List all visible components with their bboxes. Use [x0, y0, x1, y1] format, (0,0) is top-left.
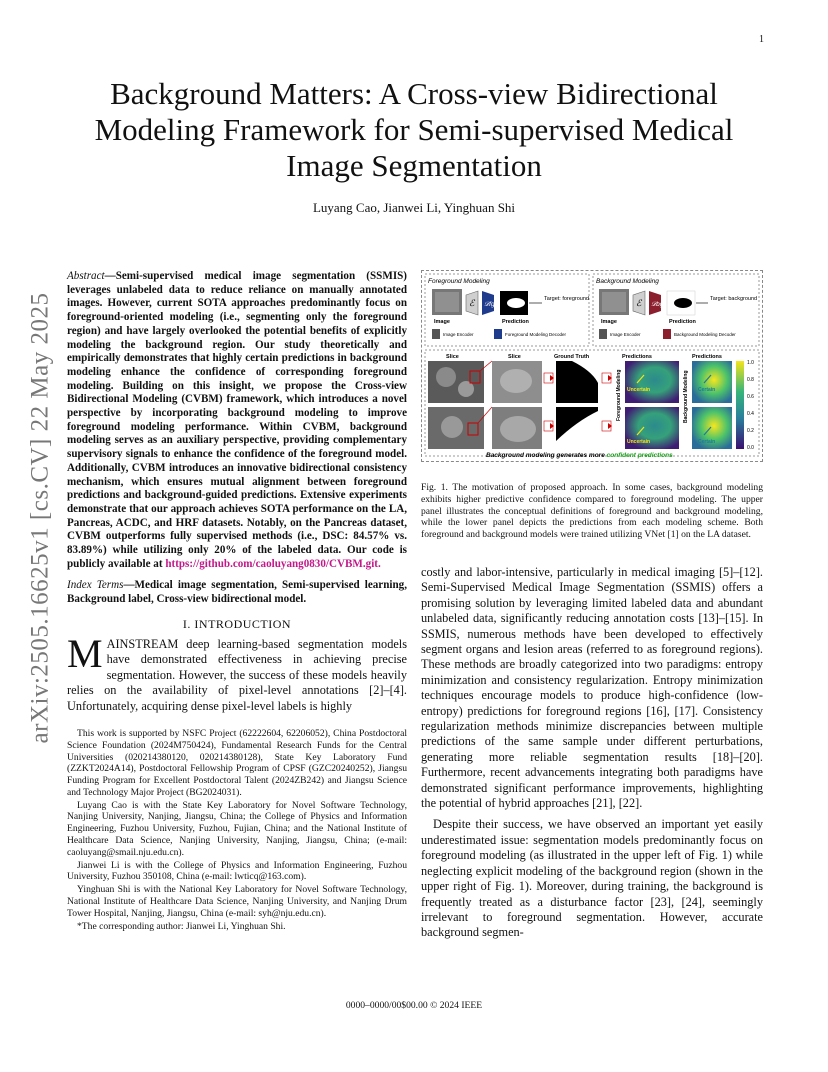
copyright: 0000–0000/00$00.00 © 2024 IEEE	[345, 1000, 483, 1011]
footnote: This work is supported by NSFC Project (62222604, 62206052), China Postdoctoral Science Foundation (2024M750424), Fundamental Research Funds for the Central Universities (020214380120, 020214380128), State Key Laboratory Fund (ZZKT2024A14), Postdoctoral Fellowship Program of CPSF (GZC20240252), Jiangsu Funding Program for Excellent Postdoctoral Talent (2024ZB242) and Jiangsu Science and Technology Major Project (BG2024031).	[67, 727, 407, 798]
right-column	[421, 270, 763, 941]
arxiv-stamp	[10, 278, 70, 758]
fg-legend-encoder: Image Encoder	[443, 332, 474, 337]
fg-encoder-symbol: ℰ	[469, 298, 475, 308]
fg-pred-heatmap-1	[625, 361, 679, 403]
bg-legend-encoder: Image Encoder	[610, 332, 641, 337]
bg-prediction-label: Prediction	[669, 319, 696, 325]
uncertain-label-2: Uncertain	[627, 439, 651, 445]
certain-label-2: Certain	[698, 439, 716, 445]
bg-pred-heatmap-1	[692, 361, 732, 403]
paragraph: Despite their success, we have observed an important yet easily underestimated issue: segmentation models predominantly focus on foreground modeling (as illustrated in the upper left of Fig. 1) while neglecting explicit modeling of the background region (shown in the upper right of Fig. 1). Moreover, during training, the background is frequently treated as a disturbance factor [23], [24], seemingly irrelevant to foreground segmentation. However, accurate background segmen-	[421, 817, 763, 940]
right-body	[421, 565, 763, 941]
footnote: Yinghuan Shi is with the National Key Laboratory for Novel Software Technology, National Institute of Healthcare Data Science, Nanjing University, and Nanjing Drum Tower Hospital, Nanjing, Jiangsu, China (e-mail: syh@nju.edu.cn).	[67, 884, 407, 919]
intro-text: AINSTREAM deep learning-based segmentation models have demonstrated effectiveness in achieving precise segmentation. However, the success of these models heavily relies on the availability of pixel-level annotations [2]–[4]. Unfortunately, acquiring dense pixel-level labels is highly	[67, 636, 407, 713]
abstract	[67, 270, 407, 571]
col-header-slice: Slice	[446, 354, 459, 360]
bg-image-label: Image	[601, 319, 617, 325]
index-terms-head: Index Terms	[67, 579, 124, 592]
col-header-fg-pred: Predictions	[622, 354, 652, 360]
figure-caption: Fig. 1. The motivation of proposed approach. In some cases, background modeling exhibits higher predictive confidence compared to foreground modeling. The upper panel illustrates the conceptual definitions of foreground and background modeling, while the lower panel depicts the predictions from each modeling scheme. Both foreground and background models were trained utilizing VNet [1] on the LA dataset.	[421, 482, 763, 541]
fg-decoder-symbol: 𝒟fg	[484, 301, 495, 308]
colorbar-tick: 0.0	[747, 445, 754, 451]
figure-bottom-highlight: confident predictions	[606, 452, 673, 459]
abstract-body: —Semi-supervised medical image segmentation (SSMIS) leverages unlabeled data to reduce reliance on manually annotated images. However, current SOTA approaches predominantly focus on foreground-oriented modeling (i.e., segmenting only the foreground region) and have largely overlooked the potential benefits of explicitly modeling the background region. Our study theoretically and empirically demonstrates that highly certain predictions in background modeling enhance the confidence of corresponding foreground modeling. Building on this insight, we propose the Cross-view Bidirectional Modeling (CVBM) framework, which introduces a novel perspective by incorporating background modeling to improve foreground modeling performance. Within CVBM, background modeling serves as an auxiliary perspective, providing complementary supervisory signals to enhance the confidence of the foreground model. Additionally, CVBM introduces an innovative bidirectional consistency mechanism, which ensures mutual alignment between foreground predictions and background-guided predictions. Extensive experiments demonstrate that our approach achieves SOTA performance on the LA, Pancreas, ACDC, and HRF datasets. Notably, on the Pancreas dataset, CVBM outperforms fully supervised methods (i.e., DSC: 84.57% vs. 83.89%) while utilizing only 20% of the labeled data. Our code is publicly available at	[67, 270, 407, 570]
fg-legend-decoder: Foreground Modeling Decoder	[505, 332, 567, 337]
certain-label-1: Certain	[698, 387, 716, 393]
abstract-head: Abstract	[67, 270, 105, 282]
authors: Luyang Cao, Jianwei Li, Yinghuan Shi	[312, 200, 516, 215]
bg-encoder-symbol: ℰ	[636, 298, 642, 308]
figure-bottom-prefix: Background modeling generates more	[486, 452, 607, 459]
bg-decoder-symbol: 𝒟bg	[651, 301, 664, 308]
uncertain-label-1: Uncertain	[627, 387, 651, 393]
page-number: 1	[759, 34, 764, 45]
figure-1-graphic	[422, 271, 762, 461]
index-terms-body: —Medical image segmentation, Semi-supervised learning, Background label, Cross-view bidirectional model.	[67, 579, 407, 606]
arxiv-stamp-text: arXiv:2505.16625v1 [cs.CV] 22 May 2025	[26, 292, 53, 744]
paper-title: Background Matters: A Cross-view Bidirectional Modeling Framework for Semi-supervised Medical Image Segmentation	[94, 76, 734, 183]
col-header-slice-2: Slice	[508, 354, 521, 360]
fg-image-label: Image	[434, 319, 450, 325]
bg-target-label: Target: background	[710, 296, 758, 302]
slice-image-1	[428, 361, 484, 403]
code-link[interactable]: https://github.com/caoluyang0830/CVBM.git.	[165, 557, 381, 570]
footnote: Jianwei Li is with the College of Physics and Information Engineering, Fuzhou University, Fuzhou 350108, China (e-mail: lwticq@163.com).	[67, 859, 407, 883]
bg-panel-title: Background Modeling	[596, 278, 659, 285]
section-heading: I. INTRODUCTION	[182, 616, 292, 631]
colorbar-tick: 0.2	[747, 428, 754, 434]
dropcap: M	[67, 630, 103, 676]
col-header-gt: Ground Truth	[554, 354, 590, 360]
row-label-bg: Background Modeling	[683, 370, 689, 423]
colorbar-tick: 1.0	[747, 360, 754, 366]
fg-target-label: Target: foreground	[544, 296, 589, 302]
index-terms	[67, 579, 407, 606]
footnotes	[67, 728, 407, 933]
colorbar-tick: 0.6	[747, 394, 754, 400]
colorbar-tick: 0.8	[747, 377, 754, 383]
colorbar-tick: 0.4	[747, 411, 754, 417]
bg-legend-decoder: Background Modeling Decoder	[674, 332, 736, 337]
paragraph: costly and labor-intensive, particularly in medical imaging [5]–[12]. Semi-Supervised Medical Image Segmentation (SSMIS) offers a promising solution by leveraging limited labeled data and abundant unlabeled data, significantly reducing annotation costs [13]–[15]. In SSMIS, numerous methods have been developed to effectively segment organs and lesion areas (referred to as foreground regions). These methods are broadly categorized into two paradigms: entropy minimization and consistency regularization. Entropy minimization techniques encourage models to produce high-confidence (low-entropy) predictions for foreground regions [16], [17]. Consistency regularization methods minimize discrepancies between multiple predictions of the same sample under different perturbations, generating more reliable segmentation results [18]–[20]. Furthermore, recent advancements integrating both paradigms have demonstrated significant performance improvements, highlighting the potential of hybrid approaches [21], [22].	[421, 564, 763, 811]
footnote: *The corresponding author: Jianwei Li, Yinghuan Shi.	[77, 920, 286, 932]
intro-paragraph	[67, 630, 407, 714]
left-column	[67, 270, 407, 933]
fg-prediction-label: Prediction	[502, 319, 529, 325]
figure-1	[421, 270, 763, 462]
figure-bottom-text	[486, 452, 673, 459]
fg-panel-title: Foreground Modeling	[428, 278, 490, 285]
row-label-fg: Foreground Modeling	[616, 369, 622, 421]
col-header-bg-pred: Predictions	[692, 354, 722, 360]
footnote: Luyang Cao is with the State Key Laboratory for Novel Software Technology, Nanjing University, Nanjing, Jiangsu, China; the College of Physics and Information Engineering, Fuzhou University, Fuzhou, Fujian, China; and the National Institute of Healthcare Data Science, Nanjing University, Nanjing, Jiangsu, China; (e-mail: caoluyang@smail.nju.edu.cn).	[67, 799, 407, 858]
colorbar	[736, 361, 744, 449]
